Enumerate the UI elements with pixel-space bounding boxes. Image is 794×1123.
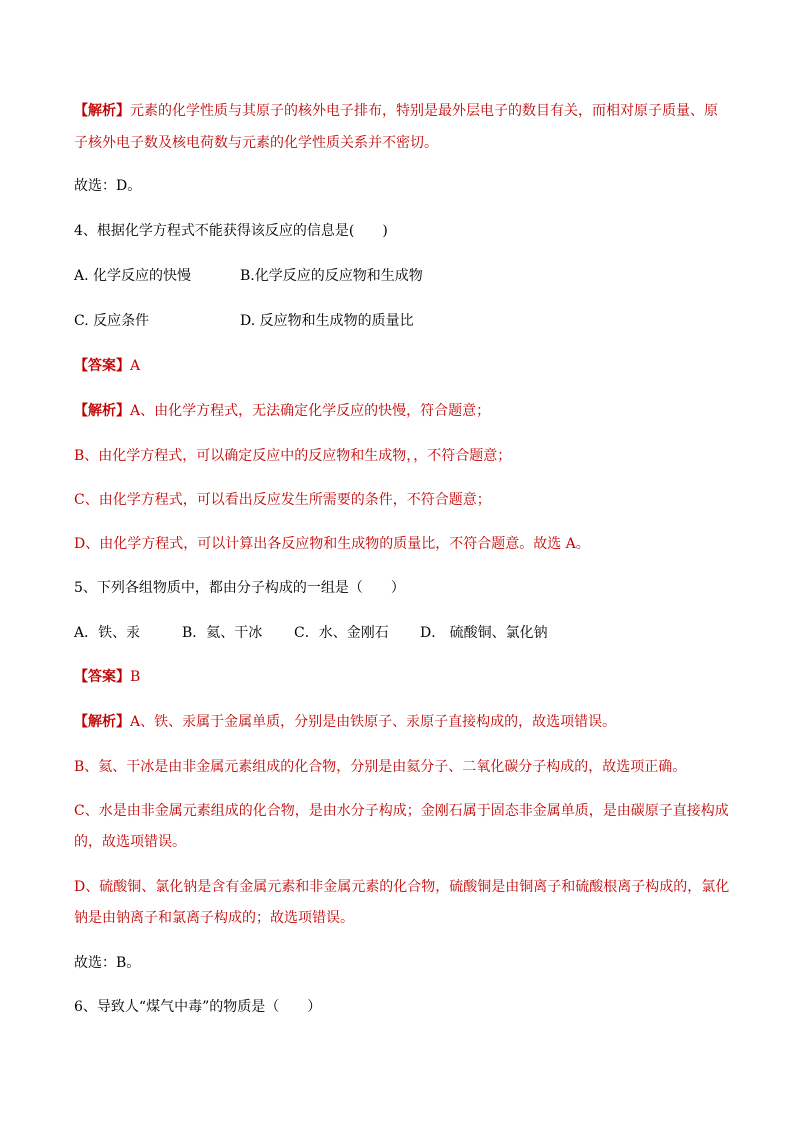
q4-analysis-line-1 — [74, 401, 490, 421]
q5-analysis-line-6: 钠是由钠离子和氯离子构成的；故选项错误。 — [74, 910, 354, 926]
analysis-label: 【解析】 — [74, 103, 130, 119]
q6-stem: 6、导致人“煤气中毒”的物质是（ ） — [74, 999, 322, 1015]
q4-options-row-2 — [74, 311, 414, 331]
q4-option-b: B.化学反应的反应物和生成物 — [240, 268, 423, 284]
q4-stem: 4、根据化学方程式不能获得该反应的信息是( ) — [74, 223, 388, 239]
q4-analysis-line-3: C、由化学方程式，可以看出反应发生所需要的条件，不符合题意； — [74, 492, 491, 508]
q4-answer — [74, 356, 140, 376]
q4-analysis-line-2: B、由化学方程式，可以确定反应中的反应物和生成物，，不符合题意； — [74, 448, 512, 464]
q5-answer — [74, 667, 140, 687]
q5-option-a: A．铁、汞 — [74, 625, 141, 641]
q3-choice: 故选：D。 — [74, 178, 142, 194]
analysis-label: 【解析】 — [74, 403, 130, 419]
q5-analysis-line-4: 的，故选项错误。 — [74, 834, 186, 850]
q5-stem: 5、下列各组物质中，都由分子构成的一组是（ ） — [74, 580, 405, 596]
q3-analysis-line-2: 子核外电子数及核电荷数与元素的化学性质关系并不密切。 — [74, 135, 438, 151]
q5-answer-value: B — [130, 669, 141, 685]
q4-analysis-line-4: D、由化学方程式，可以计算出各反应物和生成物的质量比，不符合题意。故选 A。 — [74, 536, 590, 552]
q4-options-row-1 — [74, 266, 423, 286]
q5-option-d: D． 硫酸铜、氯化钠 — [420, 625, 548, 641]
answer-label: 【答案】 — [74, 669, 130, 685]
q4-answer-value: A — [130, 358, 141, 374]
q4-option-c: C. 反应条件 — [74, 313, 150, 329]
analysis-label: 【解析】 — [74, 714, 130, 730]
q5-analysis-text-1: A、铁、汞属于金属单质，分别是由铁原子、汞原子直接构成的，故选项错误。 — [130, 714, 617, 730]
q5-analysis-line-3: C、水是由非金属元素组成的化合物，是由水分子构成；金刚石属于固态非金属单质，是由碳原子直接构成 — [74, 803, 729, 819]
q5-analysis-line-2: B、氦、干冰是由非金属元素组成的化合物，分别是由氦分子、二氧化碳分子构成的，故选项正确。 — [74, 759, 687, 775]
q3-analysis-text-1: 元素的化学性质与其原子的核外电子排布，特别是最外层电子的数目有关，而相对原子质量、原 — [130, 103, 718, 119]
q4-analysis-text-1: A、由化学方程式，无法确定化学反应的快慢，符合题意； — [130, 403, 491, 419]
q5-option-b: B．氦、干冰 — [182, 625, 263, 641]
q5-analysis-line-1 — [74, 712, 616, 732]
q5-choice: 故选：B。 — [74, 955, 141, 971]
q4-option-a: A. 化学反应的快慢 — [74, 268, 192, 284]
q5-option-c: C．水、金刚石 — [294, 625, 389, 641]
q3-analysis-line-1 — [74, 101, 718, 121]
q4-option-d: D. 反应物和生成物的质量比 — [240, 313, 414, 329]
q5-options-row — [74, 623, 548, 643]
q5-analysis-line-5: D、硫酸铜、氯化钠是含有金属元素和非金属元素的化合物，硫酸铜是由铜离子和硫酸根离子构成的，氯化 — [74, 879, 730, 895]
answer-label: 【答案】 — [74, 358, 130, 374]
